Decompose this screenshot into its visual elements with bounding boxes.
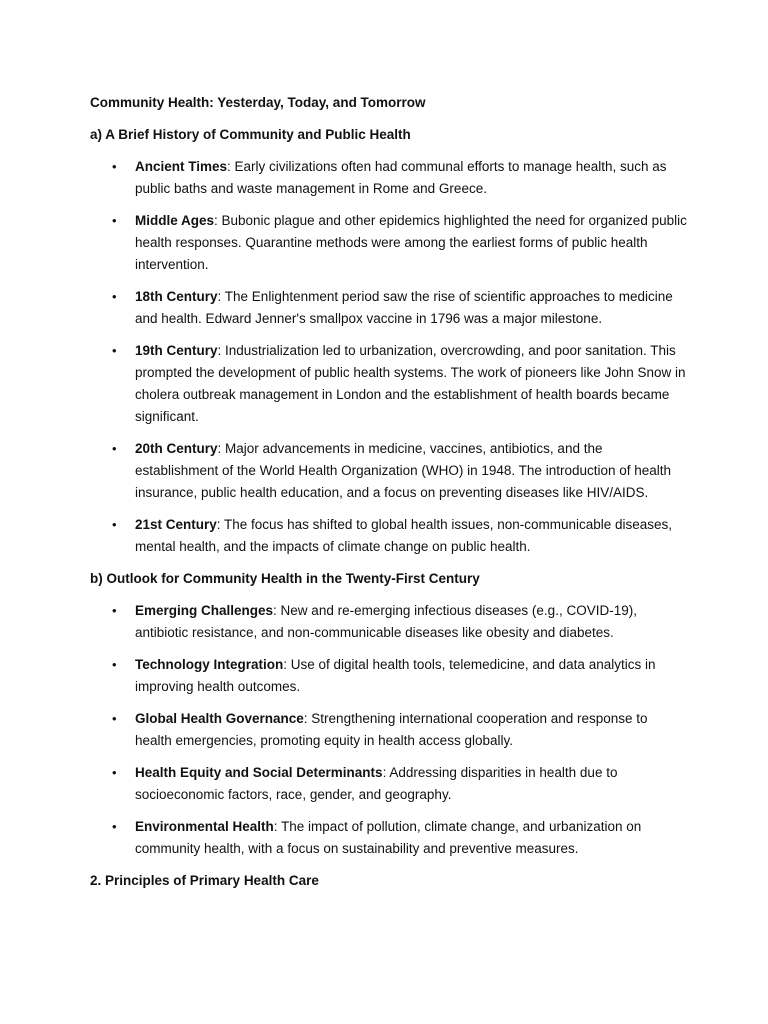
- item-text: : Strengthening international cooperation and response to health emergencies, promoting equity in health access globally.: [135, 711, 648, 748]
- list-item: [90, 340, 688, 428]
- section-a-list: [90, 156, 688, 558]
- list-item: [90, 816, 688, 860]
- item-term: Global Health Governance: [135, 711, 304, 726]
- item-term: 21st Century: [135, 517, 217, 532]
- section-b-list: [90, 600, 688, 860]
- bullet-icon: •: [112, 213, 117, 228]
- bullet-icon: •: [112, 289, 117, 304]
- bullet-icon: •: [112, 765, 117, 780]
- item-text: : The impact of pollution, climate change, and urbanization on community health, with a focus on sustainability and preventive measures.: [135, 819, 642, 856]
- bullet-icon: •: [112, 711, 117, 726]
- list-item: [90, 514, 688, 558]
- list-item: [90, 438, 688, 504]
- bullet-icon: •: [112, 603, 117, 618]
- bullet-icon: •: [112, 819, 117, 834]
- item-text: : The focus has shifted to global health issues, non-communicable diseases, mental health, and the impacts of climate change on public health.: [135, 517, 673, 554]
- item-text: : Early civilizations often had communal efforts to manage health, such as public baths and waste management in Rome and Greece.: [135, 159, 667, 196]
- item-text: : Industrialization led to urbanization, overcrowding, and poor sanitation. This prompted the development of public health systems. The work of pioneers like John Snow in cholera outbreak management in London and the establishment of health boards became significant.: [135, 343, 686, 424]
- section-b-heading: b) Outlook for Community Health in the Twenty-First Century: [90, 571, 480, 586]
- item-text: : Bubonic plague and other epidemics highlighted the need for organized public health responses. Quarantine methods were among the earliest forms of public health intervention.: [135, 213, 687, 272]
- bullet-icon: •: [112, 159, 117, 174]
- bullet-icon: •: [112, 657, 117, 672]
- list-item: [90, 210, 688, 276]
- item-term: 19th Century: [135, 343, 218, 358]
- list-item: [90, 708, 688, 752]
- item-text: : Addressing disparities in health due to socioeconomic factors, race, gender, and geography.: [135, 765, 618, 802]
- list-item: [90, 762, 688, 806]
- item-text: : Major advancements in medicine, vaccines, antibiotics, and the establishment of the World Health Organization (WHO) in 1948. The introduction of health insurance, public health education, and a focus on preventing diseases like HIV/AIDS.: [135, 441, 672, 500]
- item-term: Emerging Challenges: [135, 603, 274, 618]
- list-item: [90, 654, 688, 698]
- item-text: : The Enlightenment period saw the rise of scientific approaches to medicine and health. Edward Jenner's smallpox vaccine in 1796 was a major milestone.: [135, 289, 673, 326]
- item-term: 20th Century: [135, 441, 218, 456]
- item-text: : New and re-emerging infectious diseases (e.g., COVID-19), antibiotic resistance, and non-communicable diseases like obesity and diabetes.: [135, 603, 637, 640]
- item-term: Technology Integration: [135, 657, 284, 672]
- item-text: : Use of digital health tools, telemedicine, and data analytics in improving health outcomes.: [135, 657, 656, 694]
- item-term: Ancient Times: [135, 159, 228, 174]
- bullet-icon: •: [112, 441, 117, 456]
- item-term: Health Equity and Social Determinants: [135, 765, 383, 780]
- section-a-heading: a) A Brief History of Community and Public Health: [90, 127, 411, 142]
- document-title: Community Health: Yesterday, Today, and Tomorrow: [90, 95, 426, 110]
- list-item: [90, 156, 688, 200]
- item-term: Middle Ages: [135, 213, 215, 228]
- bullet-icon: •: [112, 343, 117, 358]
- list-item: [90, 600, 688, 644]
- item-term: Environmental Health: [135, 819, 274, 834]
- section-2-heading: 2. Principles of Primary Health Care: [90, 873, 319, 888]
- list-item: [90, 286, 688, 330]
- item-term: 18th Century: [135, 289, 218, 304]
- bullet-icon: •: [112, 517, 117, 532]
